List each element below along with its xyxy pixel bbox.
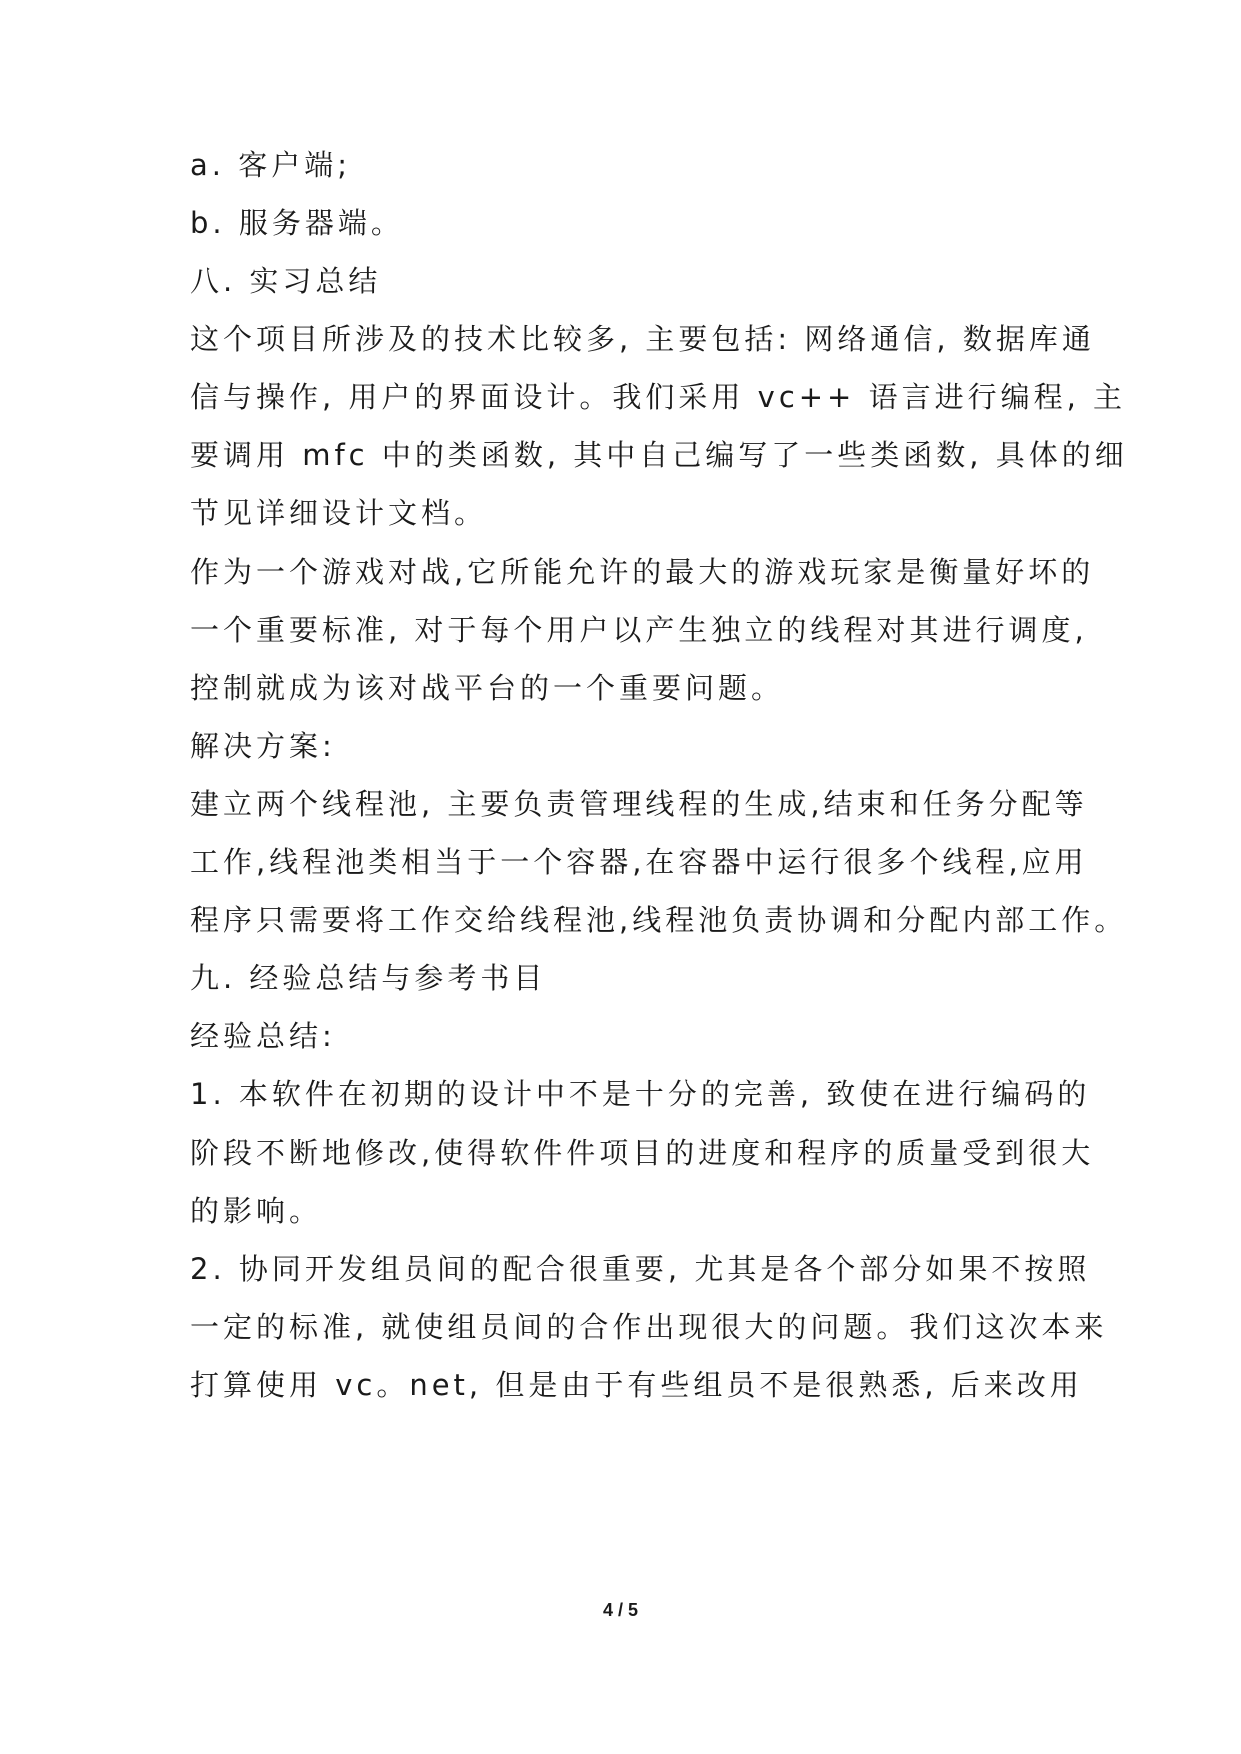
section-heading-internship-summary: 八. 实习总结	[190, 264, 382, 298]
paragraph-line: 控制就成为该对战平台的一个重要问题。	[190, 671, 785, 705]
paragraph-line: 信与操作, 用户的界面设计。我们采用 vc++ 语言进行编程, 主	[190, 380, 1127, 414]
paragraph-line: 工作,线程池类相当于一个容器,在容器中运行很多个线程,应用	[190, 845, 1088, 879]
paragraph-line: 建立两个线程池, 主要负责管理线程的生成,结束和任务分配等	[190, 787, 1088, 821]
list-item-server: b. 服务器端。	[190, 206, 404, 240]
numbered-item-line: 1. 本软件在初期的设计中不是十分的完善, 致使在进行编码的	[190, 1077, 1091, 1111]
numbered-item-line: 2. 协同开发组员间的配合很重要, 尤其是各个部分如果不按照	[190, 1252, 1091, 1286]
paragraph-line: 要调用 mfc 中的类函数, 其中自己编写了一些类函数, 具体的细	[190, 438, 1128, 472]
page-number: 4 / 5	[602, 1600, 639, 1620]
numbered-item-line: 一定的标准, 就使组员间的合作出现很大的问题。我们这次本来	[190, 1310, 1108, 1344]
paragraph-line: 程序只需要将工作交给线程池,线程池负责协调和分配内部工作。	[190, 903, 1128, 937]
paragraph-line: 节见详细设计文档。	[190, 496, 488, 530]
paragraph-line: 这个项目所涉及的技术比较多, 主要包括: 网络通信, 数据库通	[190, 322, 1095, 356]
list-item-client: a. 客户端;	[190, 148, 351, 182]
paragraph-line: 作为一个游戏对战,它所能允许的最大的游戏玩家是衡量好坏的	[190, 555, 1095, 589]
numbered-item-line: 阶段不断地修改,使得软件件项目的进度和程序的质量受到很大	[190, 1136, 1095, 1170]
paragraph-line: 一个重要标准, 对于每个用户以产生独立的线程对其进行调度,	[190, 613, 1088, 647]
numbered-item-line: 打算使用 vc。net, 但是由于有些组员不是很熟悉, 后来改用	[190, 1368, 1083, 1402]
section-heading-experience: 九. 经验总结与参考书目	[190, 961, 547, 995]
numbered-item-line: 的影响。	[190, 1194, 323, 1228]
subheading-experience-summary: 经验总结:	[190, 1019, 336, 1053]
solution-heading: 解决方案:	[190, 729, 336, 763]
